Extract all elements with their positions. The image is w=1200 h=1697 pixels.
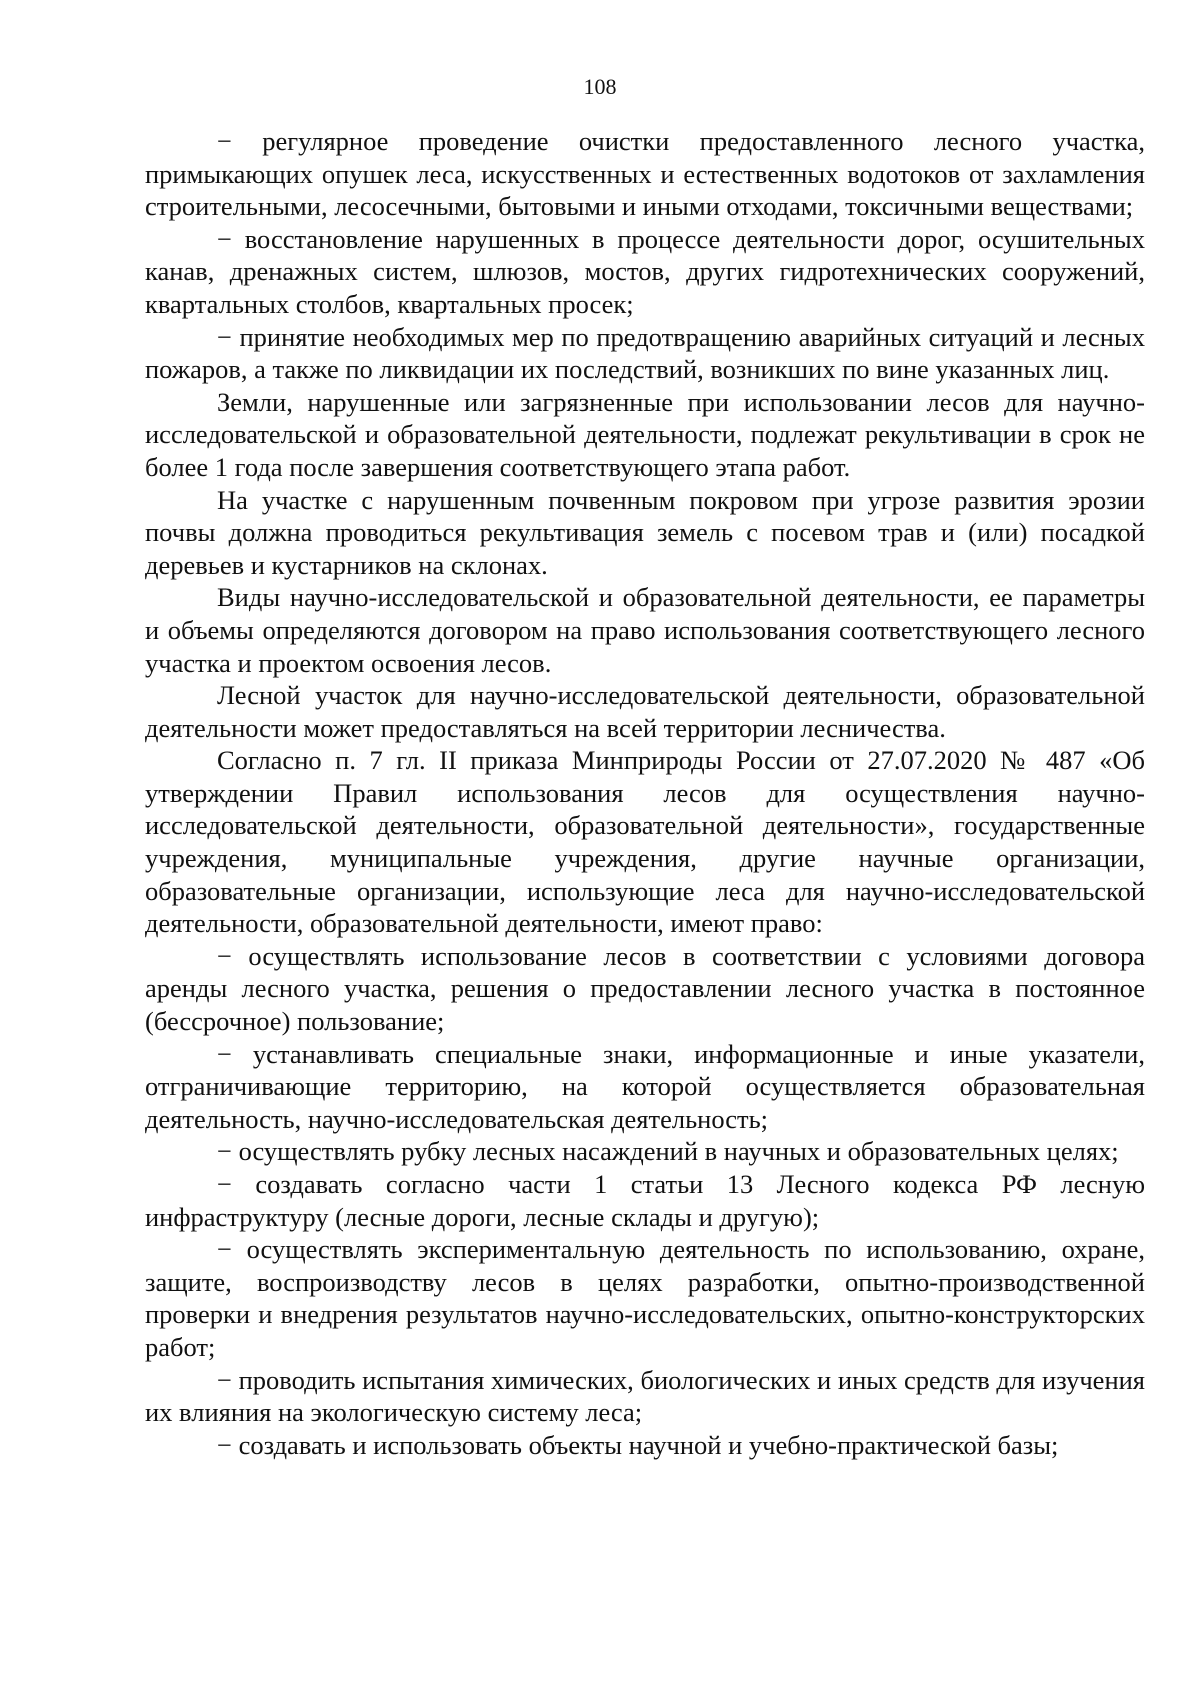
paragraph: − регулярное проведение очистки предоставленного лесного участка, примыкающих опушек леса, искусственных и естественных водотоков от захламления строительными, лесосечными, бытовыми и иными отходами, токсичными веществами; bbox=[145, 126, 1145, 222]
paragraph: Виды научно-исследовательской и образовательной деятельности, ее параметры и объемы определяются договором на право использования соответствующего лесного участка и проектом освоения лесов. bbox=[145, 582, 1145, 678]
paragraph: − осуществлять экспериментальную деятельность по использованию, охране, защите, воспроизводству лесов в целях разработки, опытно-производственной проверки и внедрения результатов научно-исследовательских, опытно-конструкторских работ; bbox=[145, 1234, 1145, 1362]
paragraph: − принятие необходимых мер по предотвращению аварийных ситуаций и лесных пожаров, а также по ликвидации их последствий, возникших по вине указанных лиц. bbox=[145, 321, 1145, 385]
paragraph: Согласно п. 7 гл. II приказа Минприроды России от 27.07.2020 № 487 «Об утверждении Правил использования лесов для осуществления научно-исследовательской деятельности, образовательной деятельности», государственные учреждения, муниципальные учреждения, другие научные организации, образовательные организации, использующие леса для научно-исследовательской деятельности, образовательной деятельности, имеют право: bbox=[145, 745, 1145, 939]
paragraph: Земли, нарушенные или загрязненные при использовании лесов для научно-исследовательской и образовательной деятельности, подлежат рекультивации в срок не более 1 года после завершения соответствующего этапа работ. bbox=[145, 386, 1145, 482]
paragraph: − осуществлять рубку лесных насаждений в научных и образовательных целях; bbox=[217, 1136, 1119, 1167]
paragraph: − проводить испытания химических, биологических и иных средств для изучения их влияния на экологическую систему леса; bbox=[145, 1364, 1145, 1428]
paragraph: На участке с нарушенным почвенным покровом при угрозе развития эрозии почвы должна проводиться рекультивация земель с посевом трав и (или) посадкой деревьев и кустарников на склонах. bbox=[145, 484, 1145, 580]
paragraph: − создавать и использовать объекты научной и учебно-практической базы; bbox=[217, 1429, 1059, 1460]
page-number: 108 bbox=[583, 74, 617, 99]
document-body bbox=[145, 125, 1145, 1461]
paragraph: − устанавливать специальные знаки, информационные и иные указатели, отграничивающие территорию, на которой осуществляется образовательная деятельность, научно-исследовательская деятельность; bbox=[145, 1038, 1145, 1134]
paragraph: Лесной участок для научно-исследовательской деятельности, образовательной деятельности может предоставляться на всей территории лесничества. bbox=[145, 680, 1145, 743]
paragraph: − восстановление нарушенных в процессе деятельности дорог, осушительных канав, дренажных систем, шлюзов, мостов, других гидротехнических сооружений, квартальных столбов, квартальных просек; bbox=[145, 223, 1145, 319]
paragraph: − создавать согласно части 1 статьи 13 Лесного кодекса РФ лесную инфраструктуру (лесные дороги, лесные склады и другую); bbox=[145, 1169, 1145, 1232]
paragraph: − осуществлять использование лесов в соответствии с условиями договора аренды лесного участка, решения о предоставлении лесного участка в постоянное (бессрочное) пользование; bbox=[145, 940, 1145, 1037]
